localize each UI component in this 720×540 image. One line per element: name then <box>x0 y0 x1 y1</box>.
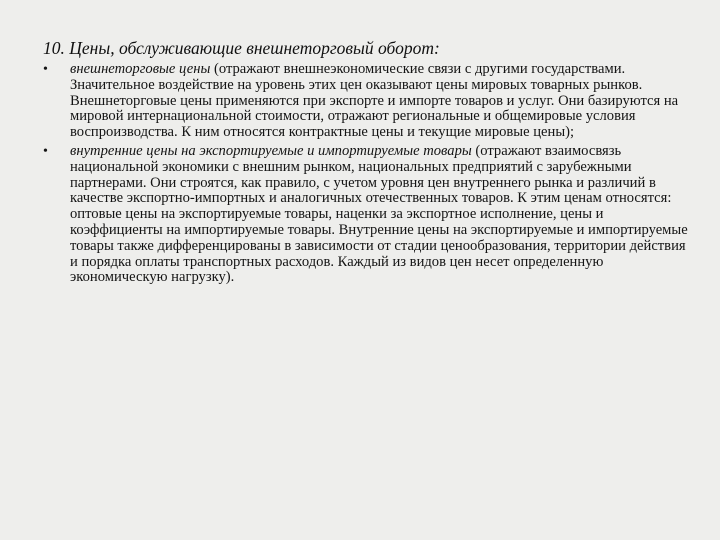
bullet-list <box>43 62 691 289</box>
bullet-item-foreign-trade-prices <box>43 62 691 141</box>
bullet-text: (отражают внешнеэкономические связи с другими государствами. Значительное воздействие на уровень этих цен оказывают цены мировых товарных рынков. Внешнеторговые цены применяются при экспорте и импорте товаров и услуг. Они базируются на мировой интернациональной стоимости, отражают региональные и общемировые условия воспроизводства. К ним относятся контрактные цены и текущие мировые цены); <box>70 61 679 141</box>
bullet-text: (отражают взаимосвязь национальной экономики с внешним рынком, национальных предприятий с зарубежными партнерами. Они строятся, как правило, с учетом уровня цен внутреннего рынка и различий в качестве экспортно-импортных и аналогичных отечественных товаров. К этим ценам относятся: оптовые цены на экспортируемые товары, наценки за экспортное исполнение, цены и коэффициенты на импортируемые товары. Внутренние цены на экспортируемые и импортируемые товары также дифференцированы в зависимости от стадии ценообразования, территории действия и порядка оплаты транспортных расходов. Каждый из видов цен несет определенную экономическую нагрузку). <box>70 142 688 286</box>
bullet-term: внутренние цены на экспортируемые и импортируемые товары <box>70 142 472 159</box>
bullet-icon: • <box>43 62 48 77</box>
slide-title: 10. Цены, обслуживающие внешнеторговый оборот: <box>43 38 440 58</box>
bullet-term: внешнеторговые цены <box>70 61 211 77</box>
bullet-item-domestic-prices <box>43 144 691 286</box>
bullet-icon: • <box>43 143 48 159</box>
